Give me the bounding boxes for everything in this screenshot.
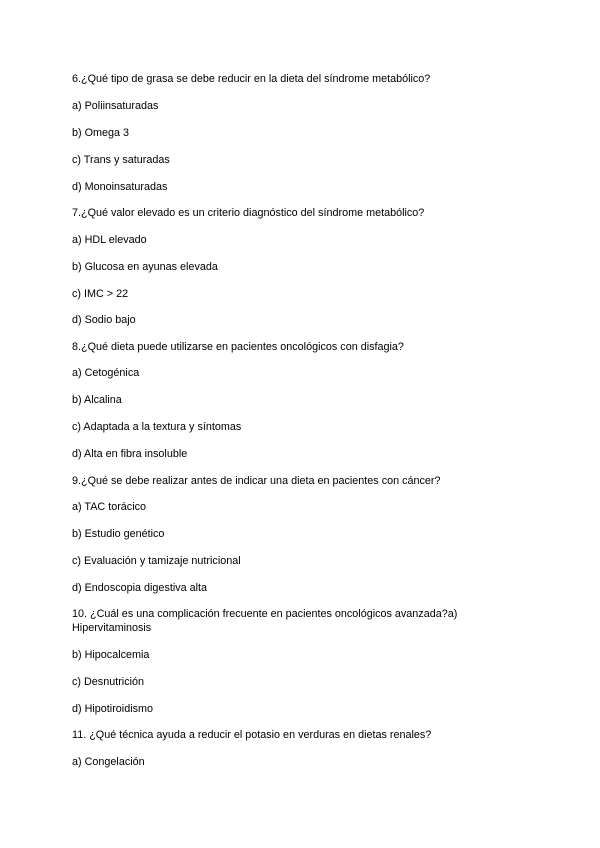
question-7-prompt: 7.¿Qué valor elevado es un criterio diagnóstico del síndrome metabólico? [72, 207, 425, 219]
question-11-prompt: 11. ¿Qué técnica ayuda a reducir el potasio en verduras en dietas renales? [72, 729, 432, 741]
question-8-option-a: a) Cetogénica [72, 367, 140, 379]
question-10-option-c: c) Desnutrición [72, 676, 145, 688]
question-10-prompt: 10. ¿Cuál es una complicación frecuente en pacientes oncológicos avanzada?a) Hipervitaminosis [72, 608, 458, 634]
question-10-option-b: b) Hipocalcemia [72, 649, 150, 661]
question-7-option-d: d) Sodio bajo [72, 314, 136, 326]
question-6-option-c: c) Trans y saturadas [72, 154, 170, 166]
question-9-option-a: a) TAC torácico [72, 501, 147, 513]
question-6-option-d: d) Monoinsaturadas [72, 181, 168, 193]
question-8-option-d: d) Alta en fibra insoluble [72, 448, 188, 460]
question-8-option-b: b) Alcalina [72, 394, 122, 406]
question-8-option-c: c) Adaptada a la textura y síntomas [72, 421, 242, 433]
question-7-option-a: a) HDL elevado [72, 234, 147, 246]
question-7-option-c: c) IMC > 22 [72, 288, 129, 300]
question-9-option-c: c) Evaluación y tamizaje nutricional [72, 555, 241, 567]
question-6-option-b: b) Omega 3 [72, 127, 130, 139]
question-9-option-d: d) Endoscopia digestiva alta [72, 582, 208, 594]
question-7-option-b: b) Glucosa en ayunas elevada [72, 261, 218, 273]
question-10-option-d: d) Hipotiroidismo [72, 703, 154, 715]
question-9-option-b: b) Estudio genético [72, 528, 165, 540]
question-9-prompt: 9.¿Qué se debe realizar antes de indicar una dieta en pacientes con cáncer? [72, 475, 441, 487]
question-11-option-a: a) Congelación [72, 756, 145, 768]
question-8-prompt: 8.¿Qué dieta puede utilizarse en pacientes oncológicos con disfagia? [72, 341, 404, 353]
question-6-prompt: 6.¿Qué tipo de grasa se debe reducir en la dieta del síndrome metabólico? [72, 73, 431, 85]
question-6-option-a: a) Poliinsaturadas [72, 100, 159, 112]
